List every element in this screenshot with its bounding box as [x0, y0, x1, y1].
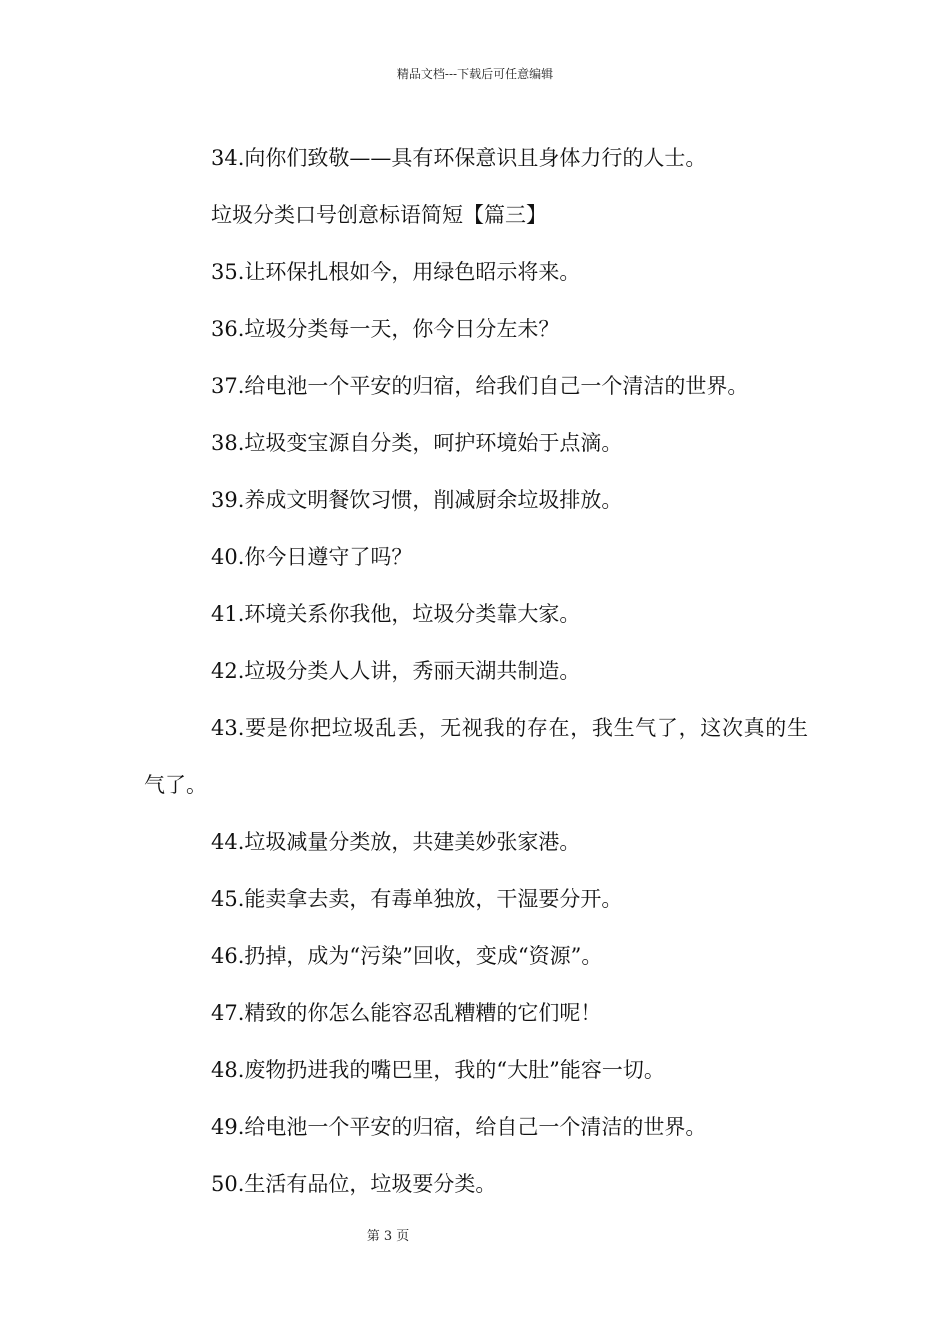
- paragraph-38: 38.垃圾变宝源自分类，呵护环境始于点滴。: [211, 431, 623, 455]
- paragraph-46: 46.扔掉，成为“污染”回收，变成“资源”。: [211, 944, 603, 968]
- paragraph-43: 43.要是你把垃圾乱丢，无视我的存在，我生气了，这次真的生气了。: [144, 716, 808, 797]
- paragraph-39: 39.养成文明餐饮习惯，削减厨余垃圾排放。: [211, 488, 623, 512]
- paragraph-37: 37.给电池一个平安的归宿，给我们自己一个清洁的世界。: [211, 374, 749, 398]
- paragraph-41: 41.环境关系你我他，垃圾分类靠大家。: [211, 602, 581, 626]
- paragraph-44: 44.垃圾减量分类放，共建美妙张家港。: [211, 830, 581, 854]
- page-number: 第 3 页: [366, 1229, 410, 1244]
- paragraph-50: 50.生活有品位，垃圾要分类。: [211, 1172, 497, 1196]
- paragraph-42: 42.垃圾分类人人讲，秀丽天湖共制造。: [211, 659, 581, 683]
- paragraph-34: 34.向你们致敬——具有环保意识且身体力行的人士。: [211, 146, 707, 170]
- paragraph-47: 47.精致的你怎么能容忍乱糟糟的它们呢！: [211, 1001, 602, 1025]
- paragraph-40: 40.你今日遵守了吗？: [211, 545, 413, 569]
- document-body: [144, 130, 808, 1213]
- section-heading: 垃圾分类口号创意标语简短【篇三】: [211, 203, 547, 227]
- paragraph-45: 45.能卖拿去卖，有毒单独放，干湿要分开。: [211, 887, 623, 911]
- paragraph-48: 48.废物扔进我的嘴巴里，我的“大肚”能容一切。: [211, 1058, 665, 1082]
- paragraph-49: 49.给电池一个平安的归宿，给自己一个清洁的世界。: [211, 1115, 707, 1139]
- paragraph-35: 35.让环保扎根如今，用绿色昭示将来。: [211, 260, 581, 284]
- paragraph-36: 36.垃圾分类每一天，你今日分左未？: [211, 317, 560, 341]
- page-header: 精品文档---下载后可任意编辑: [396, 67, 554, 81]
